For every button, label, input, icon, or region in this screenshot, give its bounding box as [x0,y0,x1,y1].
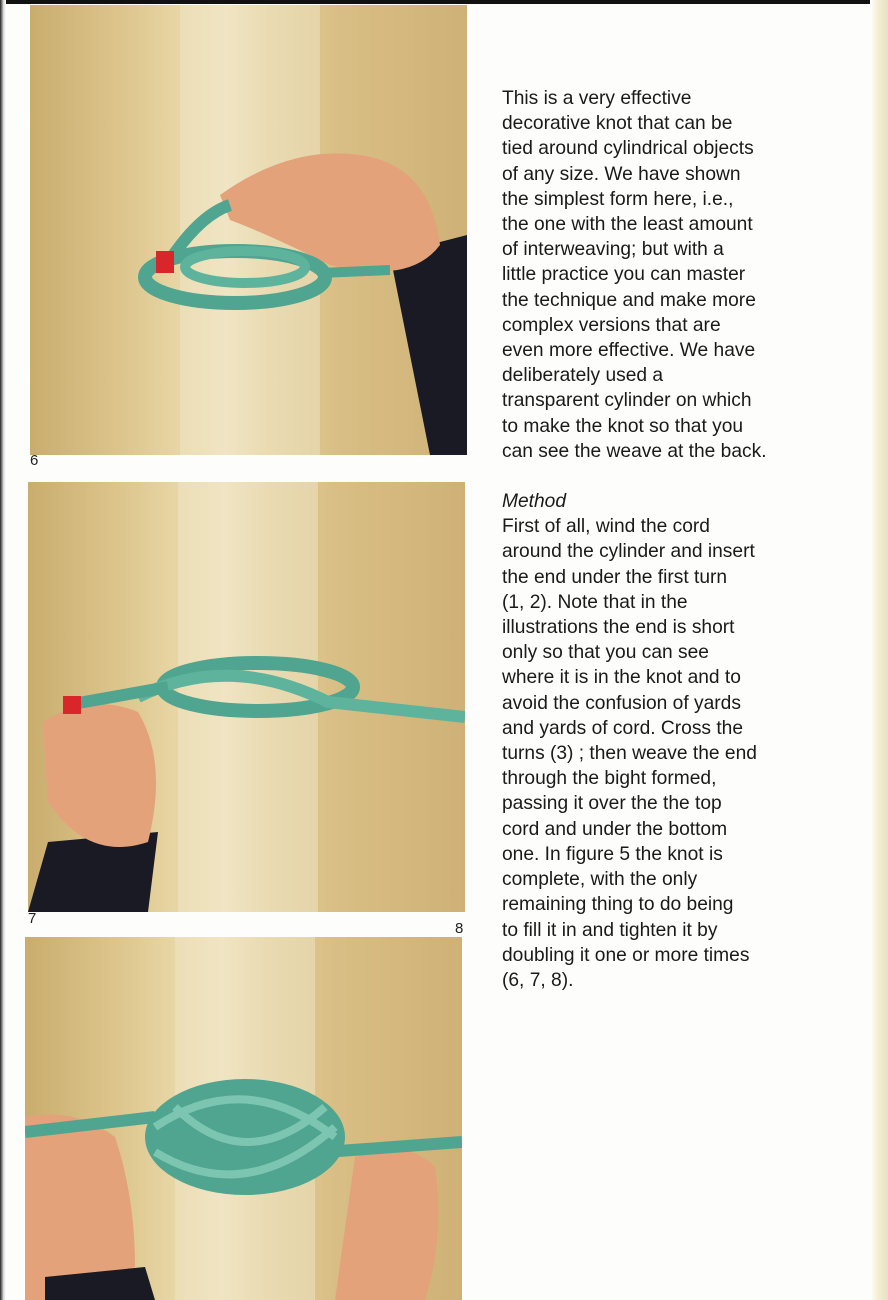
method-heading: Method [502,491,566,513]
method-paragraph: First of all, wind the cord around the cylinder and insert the end under the first turn (1, 2). Note that in the illustrations the end is short only so that you can see where it is in the knot and to avoid the confusion of yards and yards of cord. Cross the turns (3) ; then weave the end through the bight formed, passing it over the the top cord and under the bottom one. In figure 5 the knot is complete, with the only remaining thing to do being to fill it in and tighten it by doubling it one or more times (6, 7, 8). [502,516,757,991]
scan-left-edge [0,0,6,1300]
photo-figure-7 [28,482,465,912]
body-text-column [502,86,822,993]
intro-paragraph: This is a very effective decorative knot that can be tied around cylindrical objects of any size. We have shown the simplest form here, i.e., the one with the least amount of interweaving; but with a little practice you can master the technique and make more complex versions that are even more effective. We have deliberately used a transparent cylinder on which to make the knot so that you can see the weave at the back. [502,88,767,462]
photo-figure-8 [25,937,462,1300]
scan-top-border [0,0,888,4]
scan-right-edge [870,0,888,1300]
photo-figure-6 [30,5,467,455]
figure-number-8: 8 [455,920,464,937]
figure-number-6: 6 [30,452,39,469]
figure-number-7: 7 [28,910,37,927]
